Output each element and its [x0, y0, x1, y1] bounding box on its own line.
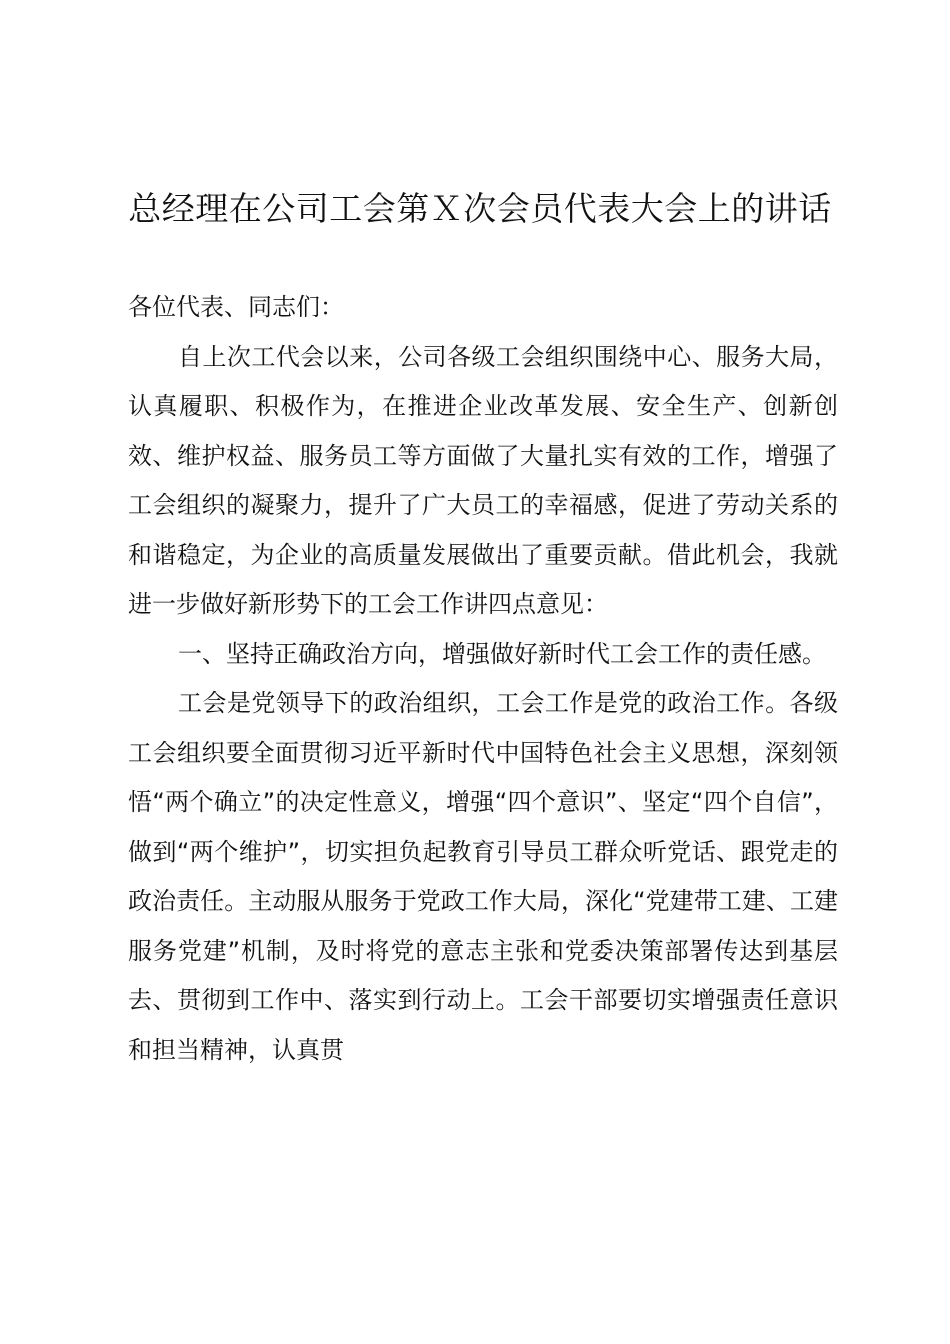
salutation: 各位代表、同志们： — [128, 293, 344, 321]
paragraph-section-1: 工会是党领导下的政治组织，工会工作是党的政治工作。各级工会组织要全面贯彻习近平新时代中国特色社会主义思想，深刻领悟“两个确立”的决定性意义，增强“四个意识”、坚定“四个自信”，做到“两个维护”，切实担负起教育引导员工群众听党话、跟党走的政治责任。主动服从服务于党政工作大局，深化“党建带工建、工建服务党建”机制，及时将党的意志主张和党委决策部署传达到基层去、贯彻到工作中、落实到行动上。工会干部要切实增强责任意识和担当精神，认真贯 — [128, 689, 838, 1064]
paragraph-intro: 自上次工代会以来，公司各级工会组织围绕中心、服务大局，认真履职、积极作为，在推进企业改革发展、安全生产、创新创效、维护权益、服务员工等方面做了大量扎实有效的工作，增强了工会组织的凝聚力，提升了广大员工的幸福感，促进了劳动关系的和谐稳定，为企业的高质量发展做出了重要贡献。借此机会，我就进一步做好新形势下的工会工作讲四点意见： — [128, 342, 838, 618]
document-body — [128, 283, 838, 1075]
document-title: 总经理在公司工会第Ｘ次会员代表大会上的讲话 — [128, 189, 832, 228]
section-heading-1: 一、坚持正确政治方向，增强做好新时代工会工作的责任感。 — [178, 639, 826, 668]
